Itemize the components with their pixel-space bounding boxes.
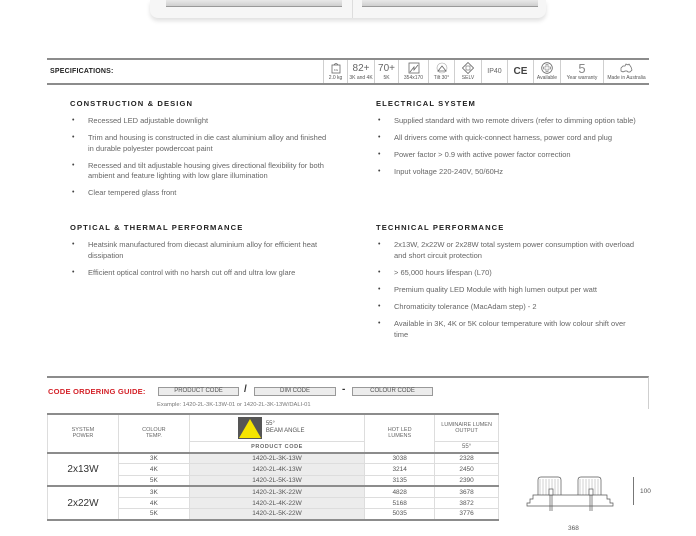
header-beam-angle xyxy=(189,414,364,442)
plus-available-icon xyxy=(541,61,553,75)
system-power-cell: 2x13W xyxy=(48,453,119,487)
cutout-icon xyxy=(408,61,420,75)
spec-caption: SELV xyxy=(461,75,475,81)
optical-section xyxy=(70,223,330,285)
hot-led-cell: 3038 xyxy=(365,453,435,464)
technical-section xyxy=(376,223,636,347)
ordering-example: Example: 1420-2L-3K-13W-01 or 1420-2L-3K-13W/DALI-01 xyxy=(157,402,311,408)
section-title: CONSTRUCTION & DESIGN xyxy=(70,99,194,108)
ce-mark-icon: CE xyxy=(513,65,528,77)
spec-cri-70 xyxy=(374,60,398,83)
header-luminaire-output: LUMINAIRE LUMEN OUTPUT xyxy=(435,414,499,442)
list-item: • Heatsink manufactured from diecast aluminium alloy for efficient heat dissipation xyxy=(70,240,330,261)
spec-tilt xyxy=(428,60,454,83)
spec-cutout xyxy=(398,60,428,83)
colour-temp-cell: 4K xyxy=(118,464,189,475)
spec-caption: Made in Australia xyxy=(607,75,646,81)
svg-text:KG: KG xyxy=(333,68,338,72)
height-dimension-label: 100 xyxy=(640,488,651,495)
system-power-cell: 2x22W xyxy=(48,486,119,520)
colour-temp-cell: 3K xyxy=(118,453,189,464)
header-hot-led-lumens: HOT LED LUMENS xyxy=(365,414,435,453)
spec-caption: Year warranty xyxy=(566,75,598,81)
product-lens-right xyxy=(362,0,538,7)
section-title: ELECTRICAL SYSTEM xyxy=(376,99,476,108)
electrical-section xyxy=(376,99,636,184)
australia-map-icon xyxy=(620,61,633,75)
product-code-cell: 1420-2L-3K-13W xyxy=(189,453,364,464)
optical-list xyxy=(70,240,330,278)
specifications-bar xyxy=(47,58,649,85)
hot-led-cell: 5035 xyxy=(365,509,435,520)
product-code-cell: 1420-2L-4K-22W xyxy=(189,497,364,508)
hot-led-cell: 3135 xyxy=(365,475,435,486)
technical-list xyxy=(376,240,636,340)
header-system-power: SYSTEM POWER xyxy=(48,414,119,453)
specifications-label: SPECIFICATIONS: xyxy=(50,68,114,75)
electrical-list xyxy=(376,116,636,178)
list-item: • Supplied standard with two remote drivers (refer to dimming option table) xyxy=(376,116,636,127)
section-title: OPTICAL & THERMAL PERFORMANCE xyxy=(70,223,244,232)
list-item: • Recessed LED adjustable downlight xyxy=(70,116,330,127)
product-code-cell: 1420-2L-3K-22W xyxy=(189,486,364,497)
luminaire-output-cell: 2390 xyxy=(435,475,499,486)
hot-led-cell: 3214 xyxy=(365,464,435,475)
cri-70-icon: 70+ xyxy=(378,62,395,74)
table-row xyxy=(48,453,499,464)
tilt-icon xyxy=(436,61,448,75)
list-item: • Trim and housing is constructed in die cast aluminium alloy and finished in durable polyester powdercoat paint xyxy=(70,133,330,154)
header-product-code: PRODUCT CODE xyxy=(189,442,364,453)
construction-list xyxy=(70,116,330,199)
product-code-cell: 1420-2L-5K-22W xyxy=(189,509,364,520)
list-item: • Power factor > 0.9 with active power factor correction xyxy=(376,150,636,161)
section-title: TECHNICAL PERFORMANCE xyxy=(376,223,505,232)
header-colour-temp: COLOUR TEMP. xyxy=(118,414,189,453)
height-dimension-line xyxy=(633,477,634,505)
product-divider xyxy=(352,0,353,18)
warranty-icon: 5 xyxy=(578,60,586,76)
colour-temp-cell: 5K xyxy=(118,475,189,486)
beam-angle-value: 55° xyxy=(265,421,275,427)
weight-bag-icon xyxy=(331,61,341,75)
spec-cri-82 xyxy=(347,60,374,83)
spec-ip-rating xyxy=(481,60,507,83)
list-item: • Efficient optical control with no harsh cut off and ultra low glare xyxy=(70,268,330,279)
colour-temp-cell: 5K xyxy=(118,509,189,520)
cri-82-icon: 82+ xyxy=(352,62,370,74)
hot-led-cell: 5168 xyxy=(365,497,435,508)
hot-led-cell: 4828 xyxy=(365,486,435,497)
spec-caption: Tilt 30° xyxy=(433,75,450,81)
spec-warranty xyxy=(560,60,603,83)
construction-section xyxy=(70,99,330,206)
beam-angle-icon xyxy=(238,417,262,439)
luminaire-output-cell: 3776 xyxy=(435,509,499,520)
product-lens-left xyxy=(166,0,342,7)
spec-caption: 2.0 kg xyxy=(328,75,343,81)
spec-weight xyxy=(323,60,347,83)
separator-slash: / xyxy=(244,384,247,395)
product-code-cell: 1420-2L-5K-13W xyxy=(189,475,364,486)
ordering-title: CODE ORDERING GUIDE: xyxy=(48,387,146,396)
list-item: • 2x13W, 2x22W or 2x28W total system power consumption with overload and short circuit protection xyxy=(376,240,636,261)
colour-temp-cell: 3K xyxy=(118,486,189,497)
product-code-cell: 1420-2L-4K-13W xyxy=(189,464,364,475)
dimension-drawing xyxy=(525,475,625,515)
spec-caption: 3K and 4K xyxy=(349,75,373,81)
dim-code-box: DIM CODE xyxy=(254,387,336,396)
table-row xyxy=(48,486,499,497)
colour-temp-cell: 4K xyxy=(118,497,189,508)
colour-code-box: COLOUR CODE xyxy=(352,387,433,396)
luminaire-output-cell: 2328 xyxy=(435,453,499,464)
product-code-box: PRODUCT CODE xyxy=(158,387,239,396)
separator-dash: - xyxy=(342,384,346,395)
spec-available xyxy=(533,60,560,83)
list-item: • > 65,000 hours lifespan (L70) xyxy=(376,268,636,279)
list-item: • Premium quality LED Module with high lumen output per watt xyxy=(376,285,636,296)
list-item: • Available in 3K, 4K or 5K colour temperature with low colour shift over time xyxy=(376,319,636,340)
header-luminaire-angle: 55° xyxy=(435,442,499,453)
spec-ce xyxy=(507,60,533,83)
spec-selv xyxy=(454,60,481,83)
code-ordering-guide xyxy=(47,376,649,409)
list-item: • Clear tempered glass front xyxy=(70,188,330,199)
luminaire-output-cell: 3678 xyxy=(435,486,499,497)
product-image xyxy=(150,0,546,20)
width-dimension-label: 368 xyxy=(568,525,579,532)
luminaire-output-cell: 3872 xyxy=(435,497,499,508)
ip-rating-icon: IP40 xyxy=(487,67,502,75)
list-item: • Input voltage 220-240V, 50/60Hz xyxy=(376,167,636,178)
list-item: • All drivers come with quick-connect harness, power cord and plug xyxy=(376,133,636,144)
spec-caption: 5K xyxy=(383,75,390,81)
spec-caption: Available xyxy=(536,75,558,81)
table-header-row xyxy=(48,414,499,442)
list-item: • Recessed and tilt adjustable housing gives directional flexibility for both ambient and feature lighting with low glare illumination xyxy=(70,161,330,182)
selv-icon xyxy=(462,61,474,75)
spec-caption: 354x170 xyxy=(403,75,424,81)
list-item: • Chromaticity tolerance (MacAdam step) - 2 xyxy=(376,302,636,313)
product-table xyxy=(47,413,499,521)
beam-angle-label: BEAM ANGLE xyxy=(265,428,305,434)
spec-made-in-australia xyxy=(603,60,649,83)
luminaire-output-cell: 2450 xyxy=(435,464,499,475)
